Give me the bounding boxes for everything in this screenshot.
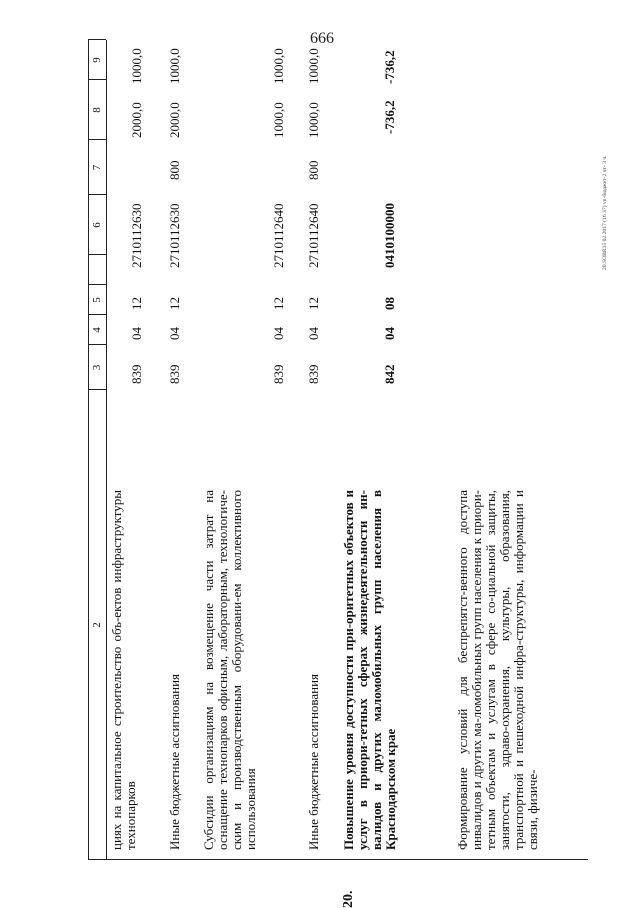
row-c4: 04	[168, 327, 182, 340]
column-header-5: 5	[89, 285, 105, 315]
row-c9: 1000,0	[272, 48, 286, 84]
header-bottom-line	[106, 40, 107, 860]
row-c8: 2000,0	[130, 102, 144, 138]
row-c4: 04	[272, 327, 286, 340]
row-c9: 1000,0	[307, 48, 321, 84]
row-c4: 04	[383, 327, 397, 340]
row-c4: 04	[130, 327, 144, 340]
row-description: Субсидии организациям на возмещение части затрат на оснащение технопарков офисным, лабораторным, технологиче-ским и производственным оборудовани-ем коллективного использования	[202, 490, 258, 850]
row-c5: 12	[130, 297, 144, 310]
row-c9: 1000,0	[168, 48, 182, 84]
row-description: Иные бюджетные ассигнования	[307, 490, 321, 850]
row-c5: 12	[272, 297, 286, 310]
row-description: циях на капитальное строительство объ-ектов инфраструктуры технопарков	[110, 490, 138, 850]
column-header-9: 9	[89, 40, 105, 80]
column-header-7: 7	[89, 140, 105, 195]
column-header-4: 4	[89, 315, 105, 345]
row-c6: 0410100000	[383, 203, 397, 268]
row-c5: 12	[168, 297, 182, 310]
row-c6: 2710112640	[272, 203, 286, 268]
side-note: 20.SOBR15 02.2017 (16 37) vn-бюджет-2 чт- 3 ч.	[602, 155, 608, 270]
row-c3: 839	[307, 365, 321, 385]
row-c3: 842	[383, 365, 397, 385]
row-c6: 2710112630	[168, 203, 182, 268]
column-header-2: 2	[89, 390, 105, 860]
row-c9: 1000,0	[130, 48, 144, 84]
row-index: 20.	[342, 891, 356, 908]
row-c3: 839	[130, 365, 144, 385]
row-c3: 839	[168, 365, 182, 385]
row-c9: -736,2	[383, 50, 397, 84]
row-c8: 1000,0	[307, 102, 321, 138]
column-header-3: 3	[89, 345, 105, 390]
row-c3: 839	[272, 365, 286, 385]
row-c7: 800	[307, 161, 321, 181]
row-description: Иные бюджетные ассигнования	[168, 490, 182, 850]
column-header-8: 8	[89, 80, 105, 140]
row-c8: 2000,0	[168, 102, 182, 138]
row-c5: 08	[383, 297, 397, 310]
row-description: Формирование условий для беспрепятст-венного доступа инвалидов и других ма-ломобильных групп населения к приори-тетным объектам и услугам в сфере со-циальной защиты, занятости, здраво-охранения, культуры, образования, транспортной и пешеходной инфра-структуры, информации и связи, физиче-	[456, 490, 540, 850]
row-c6: 2710112640	[307, 203, 321, 268]
row-c7: 800	[168, 161, 182, 181]
col-line	[88, 859, 588, 860]
row-c4: 04	[307, 327, 321, 340]
budget-table	[88, 40, 588, 860]
page-number: 666	[300, 30, 344, 48]
row-description: Повышение уровня доступности при-оритетных объектов и услуг в приори-тетных сферах жизнедеятельности ин-валидов и других маломобильных групп населения в Краснодарском крае	[342, 490, 398, 850]
row-c6: 2710112630	[130, 203, 144, 268]
row-c5: 12	[307, 297, 321, 310]
row-c8: 1000,0	[272, 102, 286, 138]
row-c8: -736,2	[383, 100, 397, 134]
column-header-6: 6	[89, 165, 105, 285]
